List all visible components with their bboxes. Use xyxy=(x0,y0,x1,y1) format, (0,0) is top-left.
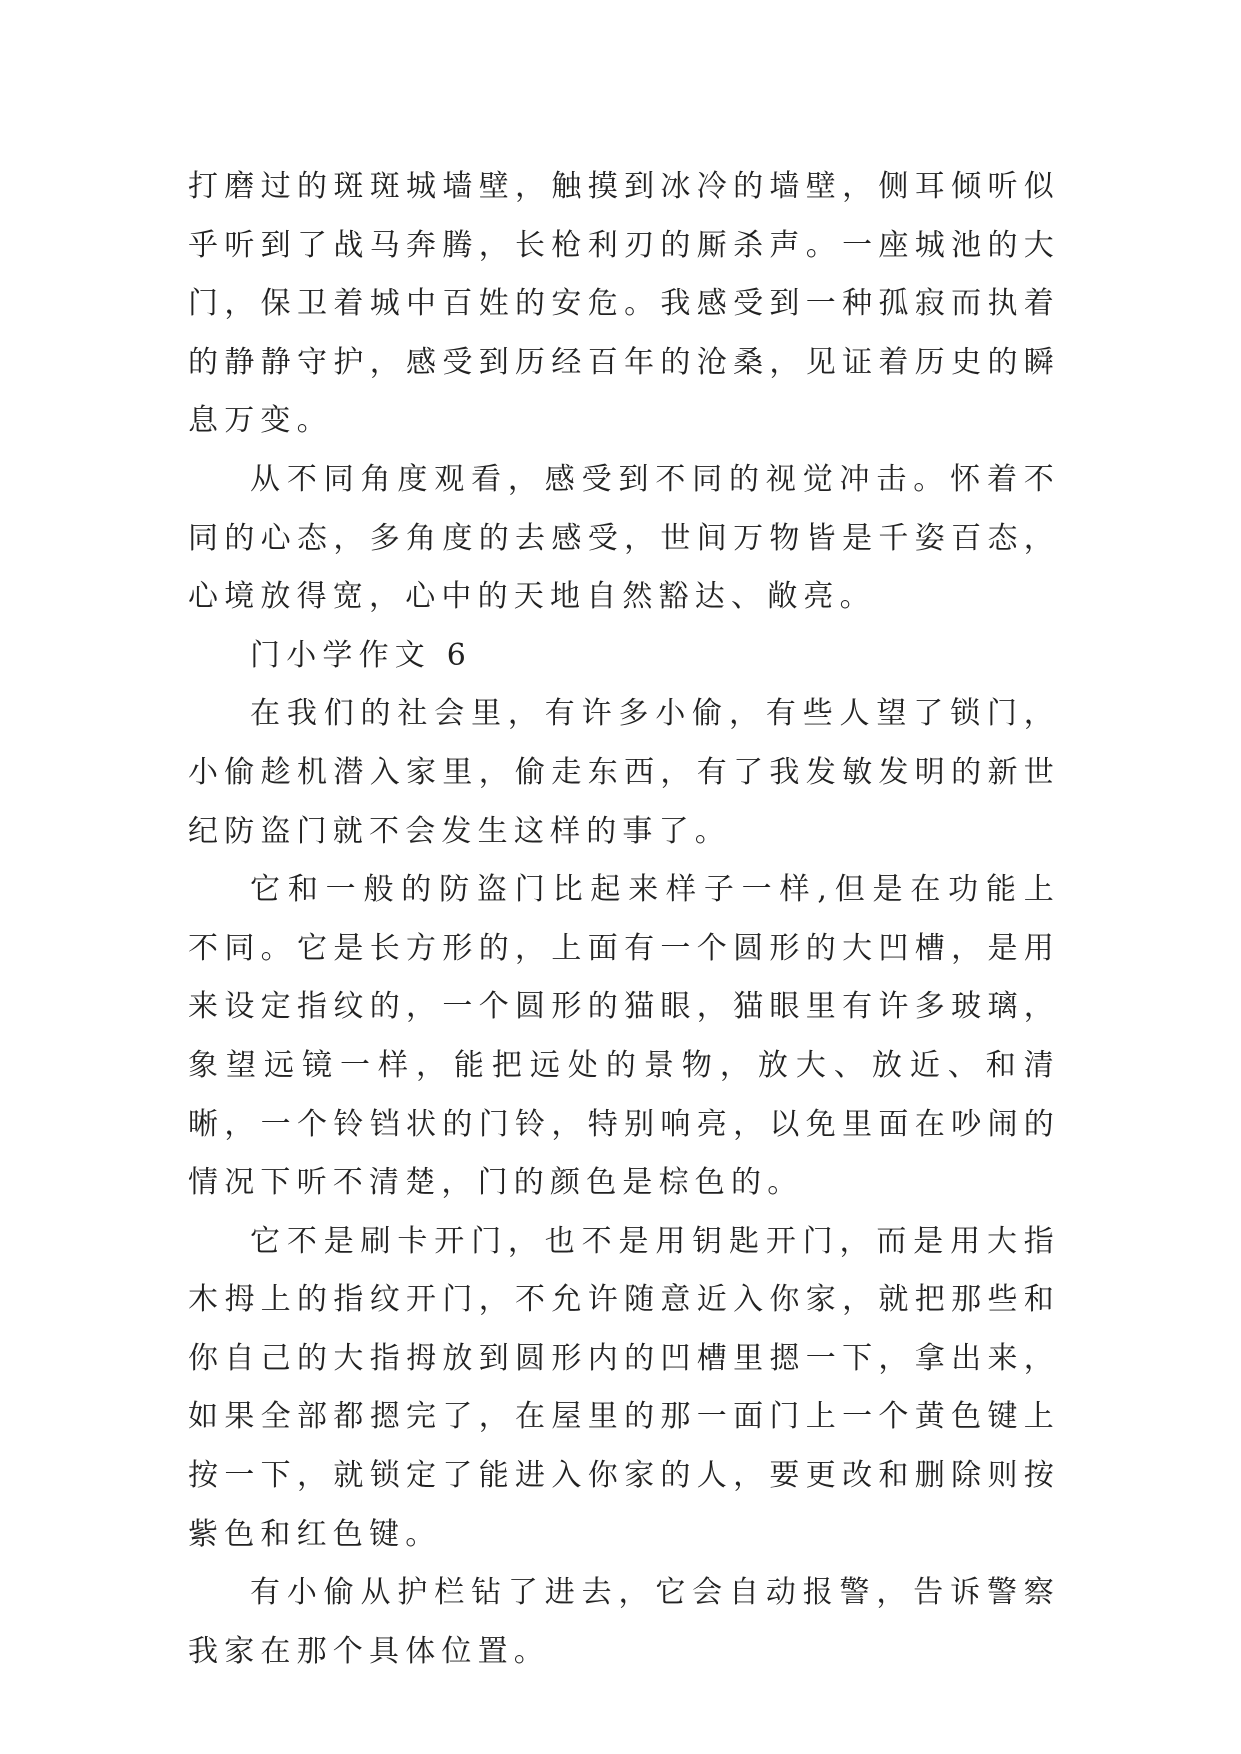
document-body xyxy=(188,158,1060,1681)
paragraph-city-wall: 打磨过的斑斑城墙壁，触摸到冰冷的墙壁，侧耳倾听似乎听到了战马奔腾，长枪利刃的厮杀声。一座城池的大门，保卫着城中百姓的安危。我感受到一种孤寂而执着的静静守护，感受到历经百年的沧桑，见证着历史的瞬息万变。 xyxy=(188,169,1060,439)
paragraph-thieves: 在我们的社会里，有许多小偷，有些人望了锁门，小偷趁机潜入家里，偷走东西，有了我发敏发明的新世纪防盗门就不会发生这样的事了。 xyxy=(188,696,1060,849)
paragraph-fingerprint: 它不是刷卡开门，也不是用钥匙开门，而是用大指木拇上的指纹开门，不允许随意近入你家，就把那些和你自己的大指拇放到圆形内的凹槽里摁一下，拿出来，如果全部都摁完了，在屋里的那一面门上一个黄色键上按一下，就锁定了能进入你家的人，要更改和删除则按紫色和红色键。 xyxy=(188,1223,1060,1552)
paragraph-perspective: 从不同角度观看，感受到不同的视觉冲击。怀着不同的心态，多角度的去感受，世间万物皆是千姿百态，心境放得宽，心中的天地自然豁达、敞亮。 xyxy=(188,461,1060,615)
paragraph-alarm: 有小偷从护栏钻了进去，它会自动报警，告诉警察我家在那个具体位置。 xyxy=(188,1575,1060,1669)
essay-title: 门小学作文 6 xyxy=(250,637,473,673)
paragraph-door-description: 它和一般的防盗门比起来样子一样,但是在功能上不同。它是长方形的，上面有一个圆形的大凹槽，是用来设定指纹的，一个圆形的猫眼，猫眼里有许多玻璃，象望远镜一样，能把远处的景物，放大、放近、和清晰，一个铃铛状的门铃，特别响亮，以免里面在吵闹的情况下听不清楚，门的颜色是棕色的。 xyxy=(188,872,1060,1201)
